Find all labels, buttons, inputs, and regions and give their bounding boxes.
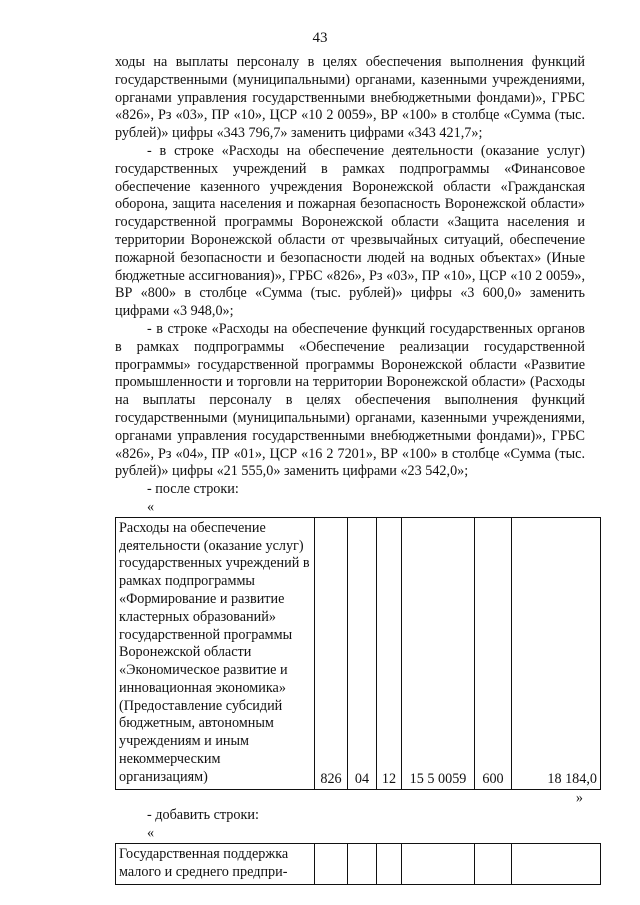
paragraph-continuation: ходы на выплаты персоналу в целях обеспечения выполнения функций государственными (муниципальными) органами, казенными учреждениями, органами управления государственными внебюджетными фондами)», ГРБС «826», Рз «03», ПР «10», ЦСР «10 2 0059», ВР «100» в столбце «Сумма (тыс. рублей)» цифры «343 796,7» заменить цифрами «343 421,7»; (115, 54, 585, 142)
csr-cell: 15 5 0059 (402, 517, 475, 789)
rz-cell: 04 (348, 517, 377, 789)
grbs-cell (315, 844, 348, 885)
sum-cell: 18 184,0 (512, 517, 601, 789)
table-row (116, 517, 601, 789)
add-rows-label: - добавить строки: (147, 807, 259, 824)
quote-close-1: » (575, 789, 583, 806)
csr-cell (402, 844, 475, 885)
grbs-cell: 826 (315, 517, 348, 789)
paragraph-civil-defense: - в строке «Расходы на обеспечение деятельности (оказание услуг) государственных учреждений в рамках подпрограммы «Финансовое обеспечение казенного учреждения Воронежской области «Гражданская оборона, защита населения и пожарная безопасность Воронежской области» государственной программы Воронежской области «Защита населения и территории Воронежской области от чрезвычайных ситуаций, обеспечение пожарной безопасности и безопасности людей на водных объектах» (Иные бюджетные ассигнования)», ГРБС «826», Рз «03», ПР «10», ЦСР «10 2 0059», ВР «800» в столбце «Сумма (тыс. рублей)» цифры «3 600,0» заменить цифрами «3 948,0»; (115, 142, 585, 320)
row-name: Государственная поддержка малого и среднего предпри- (116, 844, 315, 885)
vr-cell: 600 (475, 517, 512, 789)
sum-cell (512, 844, 601, 885)
quote-open-2: « (147, 825, 155, 842)
pr-cell (377, 844, 402, 885)
after-row-label: - после строки: (147, 481, 239, 498)
rz-cell (348, 844, 377, 885)
document-body (115, 54, 597, 885)
quote-open-1: « (147, 498, 155, 515)
page-number: 43 (312, 30, 328, 46)
table-row (116, 844, 601, 885)
vr-cell (475, 844, 512, 885)
row-name: Расходы на обеспечение деятельности (оказание услуг) государственных учреждений в рамках подпрограммы «Формирование и развитие кластерных образований» государственной программы Воронежской области «Экономическое развитие и инновационная экономика» (Предоставление субсидий бюджетным, автономным учреждениям и иным некоммерческим организациям) (116, 517, 315, 789)
budget-table-new (115, 843, 601, 885)
budget-table-existing (115, 517, 601, 790)
paragraph-industry: - в строке «Расходы на обеспечение функций государственных органов в рамках подпрограммы «Обеспечение реализации государственной программы» государственной программы Воронежской области «Развитие промышленности и торговли на территории Воронежской области» (Расходы на выплаты персоналу в целях обеспечения выполнения функций государственными (муниципальными) органами, казенными учреждениями, органами управления государственными внебюджетными фондами)», ГРБС «826», Рз «04», ПР «01», ЦСР «16 2 7201», ВР «100» в столбце «Сумма (тыс. рублей)» цифры «21 555,0» заменить цифрами «23 542,0»; (115, 320, 585, 480)
pr-cell: 12 (377, 517, 402, 789)
